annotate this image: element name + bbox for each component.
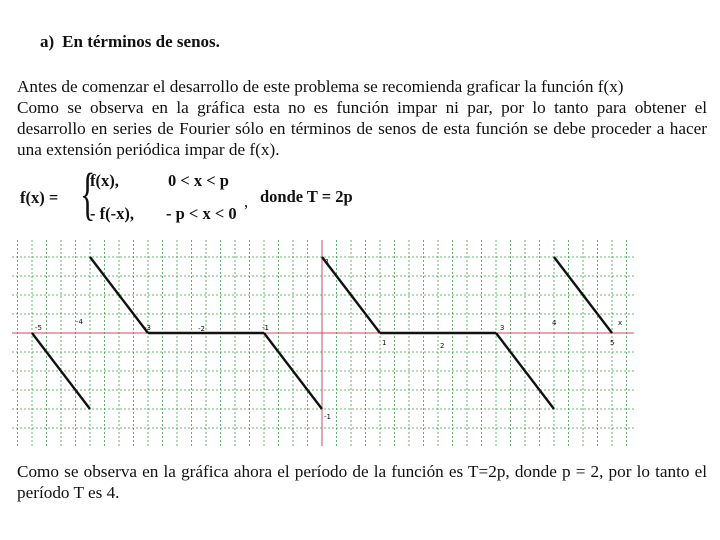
formula-brace: {: [80, 161, 96, 226]
tick-label--2: -2: [198, 325, 205, 333]
formula-case-1: f(x),: [90, 171, 119, 190]
formula-period-note: donde T = 2p: [260, 187, 353, 206]
formula-comma: ,: [244, 192, 249, 211]
piecewise-formula: [20, 161, 360, 230]
y-tick-label-top: 1: [325, 258, 330, 266]
tick-label-3: 3: [500, 324, 505, 332]
graph-axes: [12, 240, 634, 446]
graph-labels: [35, 258, 622, 421]
formula-condition-2: - p < x < 0: [166, 204, 237, 223]
function-graph: [12, 240, 634, 446]
section-title: En términos de senos.: [62, 32, 220, 51]
tick-label--3: -3: [144, 324, 151, 332]
section-label: a): [40, 32, 55, 51]
tick-label--4: -4: [76, 318, 83, 326]
formula-lhs: f(x) =: [20, 188, 59, 207]
section-heading: [40, 32, 220, 52]
formula-case-2: - f(-x),: [90, 204, 134, 223]
conclusion-paragraph: Como se observa en la gráfica ahora el período de la función es T=2p, donde p = 2, por lo tanto el período T es 4.: [17, 462, 707, 502]
tick-label-1: 1: [382, 339, 387, 347]
tick-label-5: 5: [610, 339, 615, 347]
tick-label-2: 2: [440, 342, 445, 350]
tick-label-4: 4: [552, 319, 557, 327]
y-tick-label-bottom: -1: [324, 413, 331, 421]
formula-condition-1: 0 < x < p: [168, 171, 229, 190]
tick-label--1: -1: [262, 324, 269, 332]
x-axis-label: x: [618, 319, 623, 327]
intro-paragraph: [17, 76, 707, 160]
tick-label--5: -5: [35, 324, 42, 332]
intro-line-2: Como se observa en la gráfica esta no es función impar ni par, por lo tanto para obtener el desarrollo en series de Fourier sólo en términos de senos de esta función se debe proceder a hacer una extensión periódica impar de f(x).: [17, 98, 707, 159]
graph-grid: [12, 240, 634, 446]
intro-line-1: Antes de comenzar el desarrollo de este problema se recomienda graficar la función f(x): [17, 77, 624, 96]
